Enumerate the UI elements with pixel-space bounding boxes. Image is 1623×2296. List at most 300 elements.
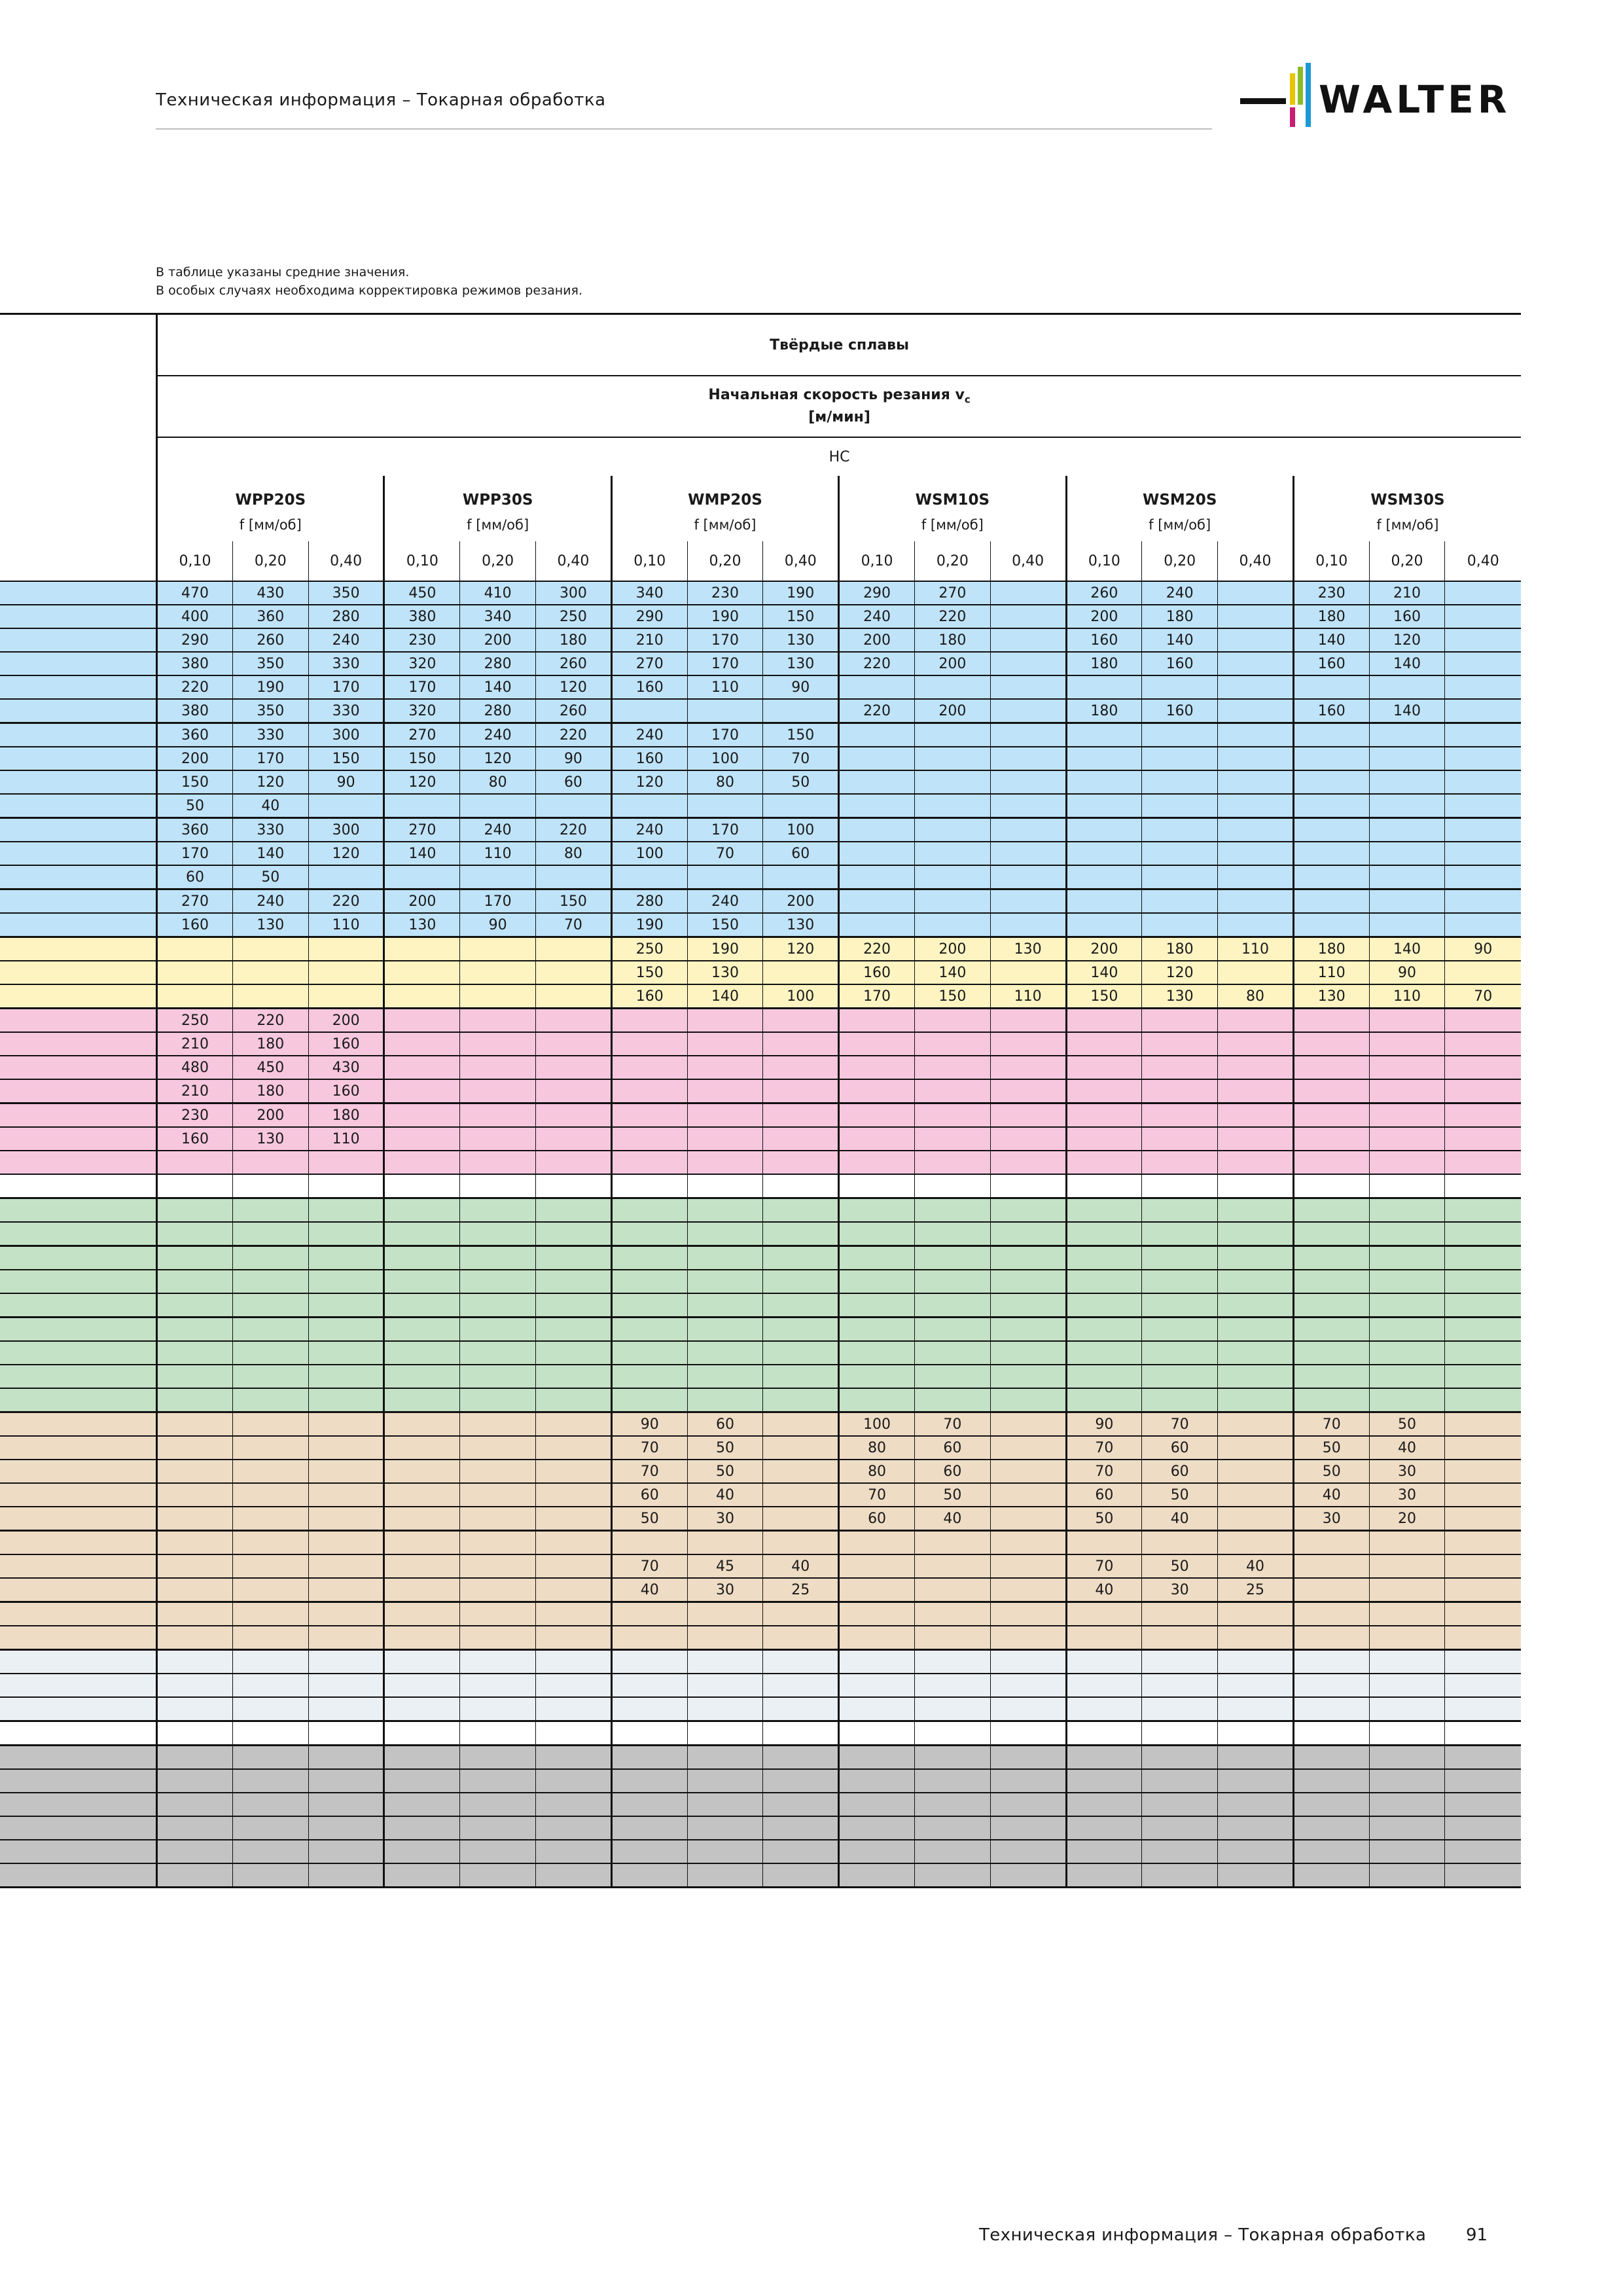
- speed-cell: [839, 1151, 915, 1174]
- speed-cell: [1369, 1009, 1445, 1033]
- speed-cell: 150: [536, 889, 612, 914]
- speed-cell: [1218, 1056, 1294, 1079]
- speed-cell: 140: [1293, 628, 1369, 652]
- speed-cell: 40: [1142, 1507, 1218, 1531]
- speed-cell: 290: [611, 605, 687, 628]
- speed-cell: [914, 1009, 990, 1033]
- speed-cell: [232, 984, 308, 1009]
- speed-cell: 70: [1293, 1412, 1369, 1437]
- speed-cell: 210: [157, 1032, 233, 1056]
- speed-cell: [1445, 1721, 1521, 1746]
- speed-cell: [1369, 1174, 1445, 1198]
- feed-unit-label: f [мм/об]: [157, 509, 384, 541]
- speed-cell: [990, 1174, 1066, 1198]
- speed-cell: [990, 1626, 1066, 1650]
- speed-cell: [990, 1531, 1066, 1555]
- speed-cell: [914, 1388, 990, 1412]
- speed-cell: [232, 1840, 308, 1863]
- table-row: [0, 1174, 1521, 1198]
- speed-cell: [308, 1222, 384, 1246]
- speed-cell: [1369, 1650, 1445, 1674]
- speed-cell: [536, 1626, 612, 1650]
- speed-cell: 90: [460, 913, 536, 937]
- speed-cell: 120: [232, 770, 308, 794]
- speed-cell: [1445, 1674, 1521, 1697]
- speed-cell: [460, 1032, 536, 1056]
- speed-cell: [1293, 1650, 1369, 1674]
- speed-cell: 70: [1066, 1436, 1142, 1460]
- speed-cell: [1369, 1222, 1445, 1246]
- speed-cell: 90: [1066, 1412, 1142, 1437]
- speed-cell: [384, 1222, 460, 1246]
- feed-value-header: 0,20: [1142, 541, 1218, 581]
- row-stub-cell: [0, 865, 157, 889]
- speed-cell: [990, 652, 1066, 675]
- speed-cell: [1142, 1103, 1218, 1128]
- speed-cell: [1445, 1602, 1521, 1626]
- speed-cell: 140: [232, 842, 308, 865]
- speed-cell: [1293, 1318, 1369, 1342]
- speed-cell: [232, 1531, 308, 1555]
- speed-cell: [232, 961, 308, 984]
- table-row: [0, 1840, 1521, 1863]
- speed-cell: [384, 984, 460, 1009]
- speed-cell: 190: [687, 605, 763, 628]
- speed-cell: [460, 1746, 536, 1770]
- row-stub-cell: [0, 1151, 157, 1174]
- speed-cell: [990, 770, 1066, 794]
- speed-cell: [460, 1578, 536, 1602]
- speed-cell: 180: [1066, 652, 1142, 675]
- speed-cell: [1218, 1293, 1294, 1318]
- speed-cell: [1142, 1602, 1218, 1626]
- speed-cell: [460, 1246, 536, 1270]
- speed-cell: [611, 865, 687, 889]
- speed-cell: 430: [232, 581, 308, 605]
- speed-cell: 90: [1445, 937, 1521, 961]
- speed-cell: [460, 1816, 536, 1840]
- speed-cell: [839, 1341, 915, 1365]
- speed-cell: [611, 1318, 687, 1342]
- speed-cell: [1445, 1103, 1521, 1128]
- speed-cell: [536, 1721, 612, 1746]
- speed-cell: [839, 1626, 915, 1650]
- row-stub-cell: [0, 1079, 157, 1103]
- speed-header-label: Начальная скорость резания v: [708, 386, 965, 403]
- speed-cell: [687, 865, 763, 889]
- speed-cell: 290: [157, 628, 233, 652]
- speed-cell: [990, 1222, 1066, 1246]
- stub-header-cell: [0, 376, 157, 437]
- speed-cell: [1066, 1103, 1142, 1128]
- speed-cell: [1293, 1721, 1369, 1746]
- speed-cell: 120: [611, 770, 687, 794]
- speed-cell: [460, 984, 536, 1009]
- grade-header: WSM20S: [1066, 476, 1293, 509]
- speed-cell: [1066, 747, 1142, 770]
- speed-cell: [1445, 1032, 1521, 1056]
- speed-cell: [232, 1293, 308, 1318]
- speed-cell: [384, 1863, 460, 1888]
- speed-cell: [308, 1151, 384, 1174]
- speed-cell: [232, 1436, 308, 1460]
- speed-cell: [1293, 1578, 1369, 1602]
- speed-cell: 140: [1142, 628, 1218, 652]
- speed-cell: 270: [384, 818, 460, 842]
- speed-cell: [1369, 1198, 1445, 1223]
- speed-cell: [990, 1816, 1066, 1840]
- speed-cell: [763, 1127, 839, 1151]
- speed-cell: [232, 1674, 308, 1697]
- speed-cell: [1293, 1365, 1369, 1388]
- speed-cell: [460, 1222, 536, 1246]
- speed-cell: [232, 1460, 308, 1483]
- speed-cell: [839, 770, 915, 794]
- speed-cell: [1066, 889, 1142, 914]
- speed-cell: 130: [763, 913, 839, 937]
- speed-cell: 160: [611, 675, 687, 699]
- speed-cell: [460, 794, 536, 818]
- speed-cell: [839, 1602, 915, 1626]
- speed-cell: 140: [1369, 937, 1445, 961]
- speed-cell: [687, 794, 763, 818]
- speed-cell: 190: [232, 675, 308, 699]
- speed-cell: [1445, 1863, 1521, 1888]
- row-stub-cell: [0, 1270, 157, 1293]
- table-row: [0, 1151, 1521, 1174]
- speed-cell: 50: [1142, 1483, 1218, 1507]
- speed-cell: 190: [611, 913, 687, 937]
- speed-cell: 200: [1066, 937, 1142, 961]
- speed-cell: [687, 1293, 763, 1318]
- speed-cell: [1369, 723, 1445, 747]
- speed-cell: [536, 1318, 612, 1342]
- speed-cell: 190: [687, 937, 763, 961]
- stub-header-cell: [0, 437, 157, 476]
- speed-cell: 220: [536, 723, 612, 747]
- speed-cell: [460, 1198, 536, 1223]
- speed-cell: 100: [611, 842, 687, 865]
- speed-cell: [990, 818, 1066, 842]
- speed-cell: [990, 1270, 1066, 1293]
- speed-cell: 80: [687, 770, 763, 794]
- walter-logo: [1240, 58, 1522, 135]
- speed-cell: 150: [308, 747, 384, 770]
- speed-cell: [1445, 1578, 1521, 1602]
- speed-cell: [1218, 1388, 1294, 1412]
- speed-cell: [232, 1721, 308, 1746]
- row-stub-cell: [0, 1412, 157, 1437]
- speed-cell: [1066, 865, 1142, 889]
- speed-cell: [839, 1174, 915, 1198]
- speed-cell: 160: [308, 1079, 384, 1103]
- speed-cell: [1218, 1840, 1294, 1863]
- speed-cell: [1142, 1793, 1218, 1816]
- speed-cell: [611, 1056, 687, 1079]
- row-stub-cell: [0, 652, 157, 675]
- feed-value-header: 0,40: [763, 541, 839, 581]
- speed-cell: 180: [1066, 699, 1142, 723]
- feed-value-header: 0,40: [536, 541, 612, 581]
- speed-cell: [157, 1840, 233, 1863]
- row-stub-cell: [0, 1293, 157, 1318]
- speed-cell: [611, 1721, 687, 1746]
- speed-cell: 100: [763, 984, 839, 1009]
- speed-cell: [914, 1602, 990, 1626]
- speed-cell: [687, 1626, 763, 1650]
- speed-cell: [687, 1365, 763, 1388]
- table-row: [0, 1079, 1521, 1103]
- speed-cell: [687, 1816, 763, 1840]
- speed-cell: [384, 1840, 460, 1863]
- speed-cell: 200: [914, 699, 990, 723]
- speed-cell: [536, 1554, 612, 1578]
- speed-cell: [384, 937, 460, 961]
- speed-cell: [763, 1650, 839, 1674]
- feed-value-header: 0,20: [232, 541, 308, 581]
- speed-cell: [1369, 1365, 1445, 1388]
- speed-cell: [914, 1270, 990, 1293]
- speed-cell: [384, 1578, 460, 1602]
- speed-cell: [687, 1769, 763, 1793]
- speed-cell: [914, 1816, 990, 1840]
- speed-cell: [990, 747, 1066, 770]
- speed-cell: 480: [157, 1056, 233, 1079]
- speed-cell: [157, 937, 233, 961]
- speed-cell: [460, 1602, 536, 1626]
- speed-cell: [384, 1293, 460, 1318]
- speed-cell: [157, 1174, 233, 1198]
- speed-cell: 50: [1066, 1507, 1142, 1531]
- speed-cell: [536, 1246, 612, 1270]
- speed-cell: [1445, 699, 1521, 723]
- speed-cell: [384, 1721, 460, 1746]
- speed-cell: [384, 1056, 460, 1079]
- speed-cell: [990, 1460, 1066, 1483]
- speed-cell: [914, 1697, 990, 1721]
- speed-cell: [687, 1650, 763, 1674]
- speed-cell: [460, 1318, 536, 1342]
- speed-cell: [1445, 1412, 1521, 1437]
- speed-cell: [990, 1697, 1066, 1721]
- speed-cell: [308, 1318, 384, 1342]
- table-row: [0, 1816, 1521, 1840]
- speed-cell: [460, 1507, 536, 1531]
- speed-cell: [1142, 913, 1218, 937]
- speed-cell: [1369, 675, 1445, 699]
- speed-cell: [1218, 1436, 1294, 1460]
- speed-cell: [1142, 1365, 1218, 1388]
- speed-cell: [460, 1365, 536, 1388]
- speed-cell: [839, 889, 915, 914]
- table-row: [0, 605, 1521, 628]
- speed-cell: [687, 1318, 763, 1342]
- speed-cell: [536, 1056, 612, 1079]
- row-stub-cell: [0, 961, 157, 984]
- speed-cell: [536, 1816, 612, 1840]
- row-stub-cell: [0, 1222, 157, 1246]
- speed-cell: [536, 1436, 612, 1460]
- speed-cell: [1293, 1151, 1369, 1174]
- speed-cell: [763, 1840, 839, 1863]
- speed-cell: [914, 794, 990, 818]
- speed-cell: [839, 1103, 915, 1128]
- speed-cell: [990, 1246, 1066, 1270]
- speed-cell: [763, 1103, 839, 1128]
- table-row: [0, 1388, 1521, 1412]
- speed-cell: [611, 1840, 687, 1863]
- speed-cell: [536, 1840, 612, 1863]
- speed-cell: [308, 1507, 384, 1531]
- row-stub-cell: [0, 675, 157, 699]
- speed-cell: [232, 1483, 308, 1507]
- speed-cell: 120: [1142, 961, 1218, 984]
- speed-cell: [839, 865, 915, 889]
- speed-cell: [460, 1769, 536, 1793]
- speed-cell: [1218, 1412, 1294, 1437]
- row-stub-cell: [0, 1365, 157, 1388]
- speed-cell: [763, 1246, 839, 1270]
- speed-cell: [763, 1674, 839, 1697]
- speed-cell: [1369, 1721, 1445, 1746]
- grade-header: WSM10S: [839, 476, 1066, 509]
- speed-cell: [914, 1863, 990, 1888]
- speed-cell: 230: [1293, 581, 1369, 605]
- feed-unit-label: f [мм/об]: [1066, 509, 1293, 541]
- speed-cell: [1445, 1365, 1521, 1388]
- speed-cell: [1369, 1863, 1445, 1888]
- feed-unit-label: f [мм/об]: [839, 509, 1066, 541]
- speed-cell: [1293, 913, 1369, 937]
- speed-cell: [839, 1674, 915, 1697]
- speed-cell: [914, 1341, 990, 1365]
- speed-cell: 200: [232, 1103, 308, 1128]
- speed-cell: [384, 1746, 460, 1770]
- speed-cell: 70: [1066, 1460, 1142, 1483]
- speed-cell: [763, 1863, 839, 1888]
- row-stub-cell: [0, 1554, 157, 1578]
- speed-cell: [1293, 1554, 1369, 1578]
- row-stub-cell: [0, 913, 157, 937]
- table-row: [0, 1626, 1521, 1650]
- speed-cell: [1142, 1697, 1218, 1721]
- speed-cell: [611, 1602, 687, 1626]
- speed-cell: [460, 1009, 536, 1033]
- speed-cell: 170: [687, 652, 763, 675]
- speed-cell: [990, 1079, 1066, 1103]
- speed-cell: [1066, 1246, 1142, 1270]
- speed-cell: [1066, 1840, 1142, 1863]
- speed-cell: [157, 1412, 233, 1437]
- speed-cell: [1369, 1293, 1445, 1318]
- speed-cell: [157, 1602, 233, 1626]
- speed-cell: 160: [611, 984, 687, 1009]
- speed-cell: [1066, 723, 1142, 747]
- row-stub-cell: [0, 842, 157, 865]
- speed-cell: [763, 865, 839, 889]
- table-row: [0, 1032, 1521, 1056]
- speed-cell: 30: [1293, 1507, 1369, 1531]
- speed-cell: [1445, 1127, 1521, 1151]
- feed-value-header: 0,20: [914, 541, 990, 581]
- row-stub-cell: [0, 1341, 157, 1365]
- speed-cell: [611, 1697, 687, 1721]
- speed-cell: [384, 1769, 460, 1793]
- speed-cell: 220: [839, 652, 915, 675]
- speed-cell: [763, 1721, 839, 1746]
- speed-cell: [763, 1412, 839, 1437]
- speed-cell: [157, 1246, 233, 1270]
- speed-cell: [839, 747, 915, 770]
- speed-cell: [460, 937, 536, 961]
- speed-cell: [763, 794, 839, 818]
- speed-cell: [914, 1198, 990, 1223]
- speed-cell: [1066, 1602, 1142, 1626]
- speed-cell: [1445, 747, 1521, 770]
- speed-cell: [839, 1863, 915, 1888]
- speed-cell: 300: [536, 581, 612, 605]
- speed-cell: [460, 1840, 536, 1863]
- speed-cell: 100: [839, 1412, 915, 1437]
- speed-cell: [308, 1293, 384, 1318]
- speed-cell: [1293, 1531, 1369, 1555]
- speed-cell: [914, 770, 990, 794]
- speed-cell: [763, 1769, 839, 1793]
- speed-cell: [839, 842, 915, 865]
- speed-cell: [460, 1863, 536, 1888]
- speed-cell: [1369, 818, 1445, 842]
- speed-cell: 80: [839, 1460, 915, 1483]
- feed-value-header: 0,10: [1066, 541, 1142, 581]
- speed-cell: [384, 1460, 460, 1483]
- speed-cell: [839, 1578, 915, 1602]
- speed-cell: [1293, 842, 1369, 865]
- speed-cell: [1066, 1032, 1142, 1056]
- speed-cell: [1445, 1198, 1521, 1223]
- speed-cell: [990, 1198, 1066, 1223]
- speed-cell: [308, 1246, 384, 1270]
- speed-cell: [687, 1602, 763, 1626]
- speed-cell: [1066, 1341, 1142, 1365]
- speed-cell: [1445, 1293, 1521, 1318]
- speed-cell: [1445, 1626, 1521, 1650]
- speed-cell: 260: [536, 699, 612, 723]
- speed-cell: [384, 1602, 460, 1626]
- speed-cell: [914, 1174, 990, 1198]
- speed-cell: 250: [536, 605, 612, 628]
- table-row: [0, 865, 1521, 889]
- speed-cell: [1445, 913, 1521, 937]
- speed-cell: [1445, 1056, 1521, 1079]
- speed-cell: 350: [308, 581, 384, 605]
- speed-cell: [914, 818, 990, 842]
- speed-cell: [990, 699, 1066, 723]
- speed-cell: [1293, 1746, 1369, 1770]
- speed-cell: [1445, 1222, 1521, 1246]
- speed-cell: [1218, 1697, 1294, 1721]
- speed-cell: [611, 1079, 687, 1103]
- speed-cell: 300: [308, 723, 384, 747]
- speed-cell: [611, 1365, 687, 1388]
- speed-cell: [611, 1531, 687, 1555]
- speed-cell: 40: [763, 1554, 839, 1578]
- speed-cell: [1218, 865, 1294, 889]
- speed-header-unit: [м/мин]: [808, 409, 870, 426]
- row-stub-cell: [0, 1103, 157, 1128]
- speed-cell: [990, 889, 1066, 914]
- row-stub-cell: [0, 1246, 157, 1270]
- speed-cell: [460, 1793, 536, 1816]
